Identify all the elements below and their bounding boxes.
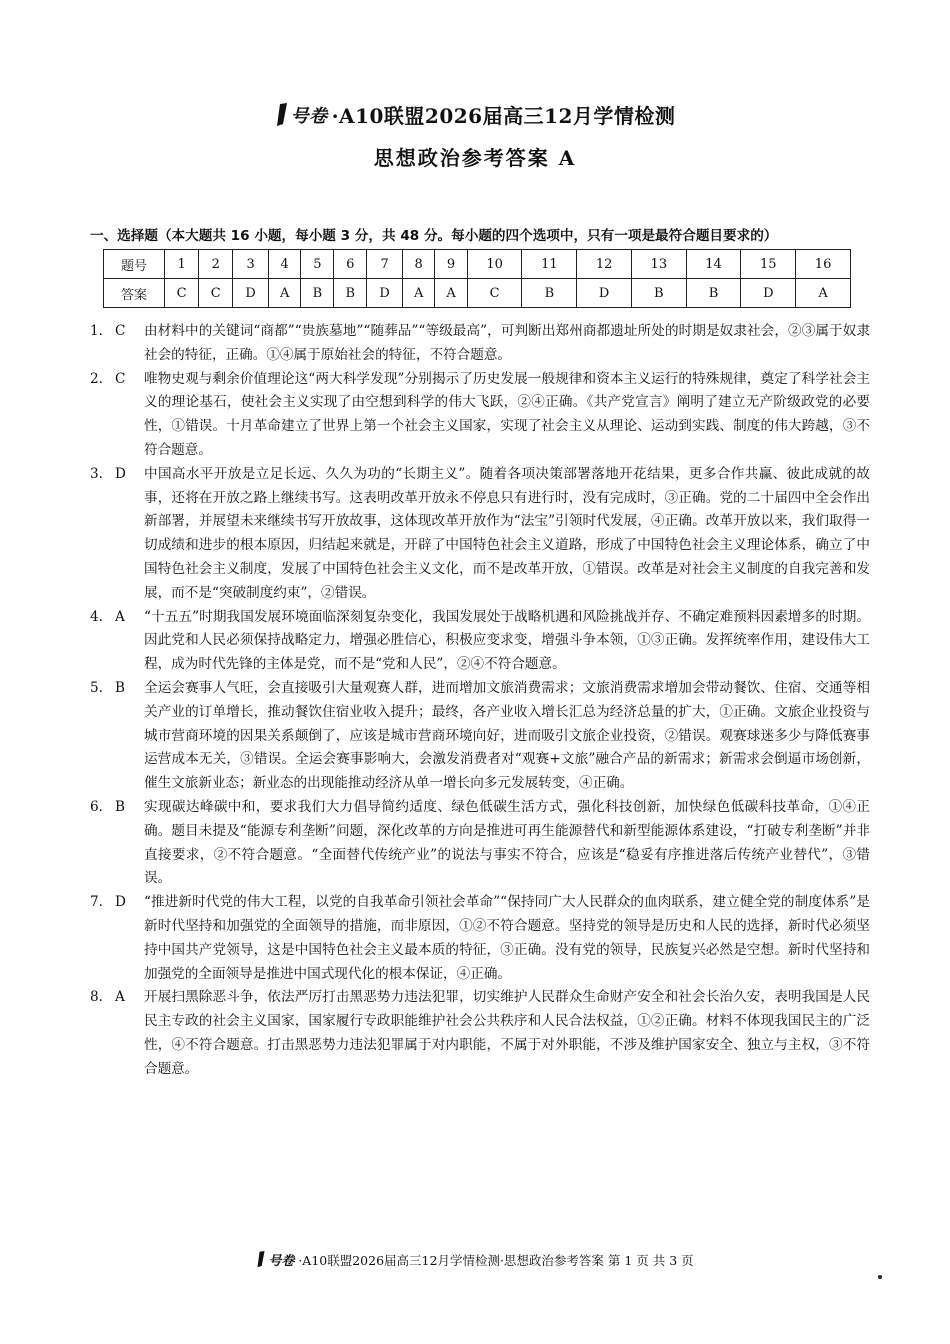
explanation-item — [90, 320, 870, 368]
question-number-cell: 4 — [268, 250, 300, 279]
explanation-item — [90, 368, 870, 463]
question-number-cell: 10 — [467, 250, 522, 279]
item-number: 6. — [90, 798, 103, 815]
title-text: ·A10联盟2026届高三12月学情检测 — [331, 104, 676, 128]
explanation-item — [90, 463, 870, 606]
question-number-cell: 12 — [577, 250, 632, 279]
question-number-cell: 13 — [631, 250, 686, 279]
question-number-cell: 6 — [334, 250, 367, 279]
item-text: 中国高水平开放是立足长远、久久为功的“长期主义”。随着各项决策部署落地开花结果，更多合作共赢、彼此成就的故事，还将在开放之路上继续书写。这表明改革开放永不停息只有进行时，没有完成时，③正确。党的二十届四中全会作出新部署，并展望未来继续书写开放故事，这体现改革开放作为“法宝”引领时代发展，④正确。改革开放以来，我们取得一切成绩和进步的根本原因，归结起来就是，开辟了中国特色社会主义道路，形成了中国特色社会主义理论体系，确立了中国特色社会主义制度，发展了中国特色社会主义文化，而不是改革开放，①错误。改革是对社会主义制度的自我完善和发展，而不是“突破制度约束”，②错误。 — [144, 465, 870, 601]
item-number: 1. — [90, 323, 103, 339]
answer-table-answer-row — [104, 279, 851, 308]
answer-cell: A — [435, 279, 467, 308]
answer-cell: D — [741, 279, 796, 308]
answer-cell: C — [467, 279, 522, 308]
document-title — [275, 100, 676, 129]
item-text: 全运会赛事人气旺，会直接吸引大量观赛人群，进而增加文旅消费需求；文旅消费需求增加会带动餐饮、住宿、交通等相关产业的订单增长，推动餐饮住宿业收入提升；最终，各产业收入增长汇总为经济总量的扩大，①正确。文旅企业投资与城市营商环境的因果关系颠倒了，应该是城市营商环境向好，进而吸引文旅企业投资，②错误。观赛球迷多少与降低赛事运营成本无关，③错误。全运会赛事影响大，会激发消费者对“观赛+文旅”融合产品的新需求；新需求会倒逼市场创新，催生文旅新业态；新业态的出现能推动经济从单一增长向多元发展转变，④正确。 — [144, 679, 870, 792]
row-label-number: 题号 — [104, 250, 165, 279]
explanation-item — [90, 796, 870, 891]
section-heading: 一、选择题（本大题共 16 小题，每小题 3 分，共 48 分。每小题的四个选项中，只有一项是最符合题目要求的） — [90, 228, 778, 244]
answer-cell: D — [577, 279, 632, 308]
question-number-cell: 14 — [686, 250, 741, 279]
item-answer: B — [115, 679, 125, 696]
item-text: 实现碳达峰碳中和，要求我们大力倡导简约适度、绿色低碳生活方式，强化科技创新，加快绿色低碳科技革命，①④正确。题目未提及“能源专利垄断”问题，深化改革的方向是推进可再生能源替代和新型能源体系建设，“打破专利垄断”并非直接要求，②不符合题意。“全面替代传统产业”的说法与事实不符合，应该是“稳妥有序推进落后传统产业替代”，③错误。 — [144, 798, 870, 887]
item-answer: B — [115, 798, 125, 815]
answer-cell: D — [367, 279, 403, 308]
question-number-cell: 11 — [522, 250, 577, 279]
page-footer — [0, 1250, 950, 1271]
answer-cell: B — [522, 279, 577, 308]
item-number: 8. — [90, 989, 103, 1006]
answer-cell: C — [199, 279, 233, 308]
explanation-item — [90, 891, 870, 986]
item-answer: C — [115, 370, 126, 387]
item-number: 4. — [90, 608, 103, 625]
item-answer: D — [115, 894, 126, 911]
explanation-item — [90, 677, 870, 796]
item-number: 7. — [90, 894, 103, 911]
item-answer: D — [115, 465, 126, 482]
answer-cell: C — [165, 279, 199, 308]
row-label-answer: 答案 — [104, 279, 165, 308]
scan-dot-mark — [878, 1275, 882, 1279]
item-text: 唯物史观与剩余价值理论这“两大科学发现”分别揭示了历史发展一般规律和资本主义运行的特殊规律，奠定了科学社会主义的理论基石，使社会主义实现了由空想到科学的伟大飞跃，②④正确。《共产党宣言》阐明了建立无产阶级政党的必要性，①错误。十月革命建立了世界上第一个社会主义国家，实现了社会主义从理论、运动到实践、制度的伟大跨越，③不符合题意。 — [144, 370, 870, 458]
footer-logo — [256, 1250, 294, 1269]
answer-cell: A — [402, 279, 434, 308]
question-number-cell: 2 — [199, 250, 233, 279]
footer-line — [256, 1250, 693, 1269]
brand-mark-icon — [275, 103, 289, 127]
item-number: 2. — [90, 370, 103, 387]
question-number-cell: 15 — [741, 250, 796, 279]
brand-logo-text: 号卷 — [290, 105, 328, 127]
question-number-cell: 16 — [796, 250, 851, 279]
brand-mark-icon — [256, 1251, 266, 1268]
question-number-cell: 8 — [402, 250, 434, 279]
answer-cell: B — [686, 279, 741, 308]
brand-logo — [275, 102, 328, 128]
explanation-list — [90, 320, 870, 1082]
item-text: 开展扫黑除恶斗争，依法严厉打击黑恶势力违法犯罪，切实维护人民群众生命财产安全和社会长治久安，表明我国是人民民主专政的社会主义国家，国家履行专政职能维护社会公共秩序和人民合法权益，①②正确。材料不体现我国民主的广泛性，④不符合题意。打击黑恶势力违法犯罪属于对内职能，不属于对外职能，不涉及维护国家安全、独立与主权，③不符合题意。 — [144, 989, 870, 1077]
answer-cell: B — [631, 279, 686, 308]
item-text: 由材料中的关键词“商都”“贵族墓地”“随葬品”“等级最高”，可判断出郑州商都遗址所处的时期是奴隶社会，②③属于奴隶社会的特征，正确。①④属于原始社会的特征，不符合题意。 — [144, 323, 870, 363]
question-number-cell: 5 — [301, 250, 334, 279]
answer-cell: A — [796, 279, 851, 308]
item-text: “推进新时代党的伟大工程，以党的自我革命引领社会革命”“保持同广大人民群众的血肉联系，建立健全党的制度体系”是新时代坚持和加强党的全面领导的措施，而非原因，①②不符合题意。坚持党的领导是历史和人民的选择，新时代必须坚持中国共产党领导，这是中国特色社会主义最本质的特征，③正确。没有党的领导，民族复兴必然是空想。新时代坚持和加强党的全面领导是推进中国式现代化的根本保证，④正确。 — [144, 894, 870, 982]
title-row — [0, 100, 950, 131]
answer-cell: A — [268, 279, 300, 308]
item-number: 5. — [90, 679, 103, 696]
explanation-item — [90, 986, 870, 1081]
question-number-cell: 9 — [435, 250, 467, 279]
footer-text: ·A10联盟2026届高三12月学情检测·思想政治参考答案 第 1 页 共 3 页 — [298, 1252, 694, 1268]
question-number-cell: 3 — [233, 250, 269, 279]
answer-cell: B — [301, 279, 334, 308]
explanation-item — [90, 606, 870, 677]
answer-table — [103, 249, 851, 308]
item-number: 3. — [90, 465, 103, 482]
item-answer: A — [115, 989, 125, 1006]
question-number-cell: 7 — [367, 250, 403, 279]
answer-cell: D — [233, 279, 269, 308]
answer-cell: B — [334, 279, 367, 308]
answer-table-number-row — [104, 250, 851, 279]
item-text: “十五五”时期我国发展环境面临深刻复杂变化，我国发展处于战略机遇和风险挑战并存、不确定难预料因素增多的时期。因此党和人民必须保持战略定力，增强必胜信心，积极应变求变，增强斗争本领，①③正确。发挥统率作用，建设伟大工程，成为时代先锋的主体是党，而不是“党和人民”，②④不符合题意。 — [144, 608, 870, 673]
item-answer: A — [115, 608, 125, 625]
item-answer: C — [115, 323, 126, 339]
question-number-cell: 1 — [165, 250, 199, 279]
footer-logo-text: 号卷 — [268, 1254, 295, 1269]
document-subtitle: 思想政治参考答案 A — [373, 146, 577, 170]
